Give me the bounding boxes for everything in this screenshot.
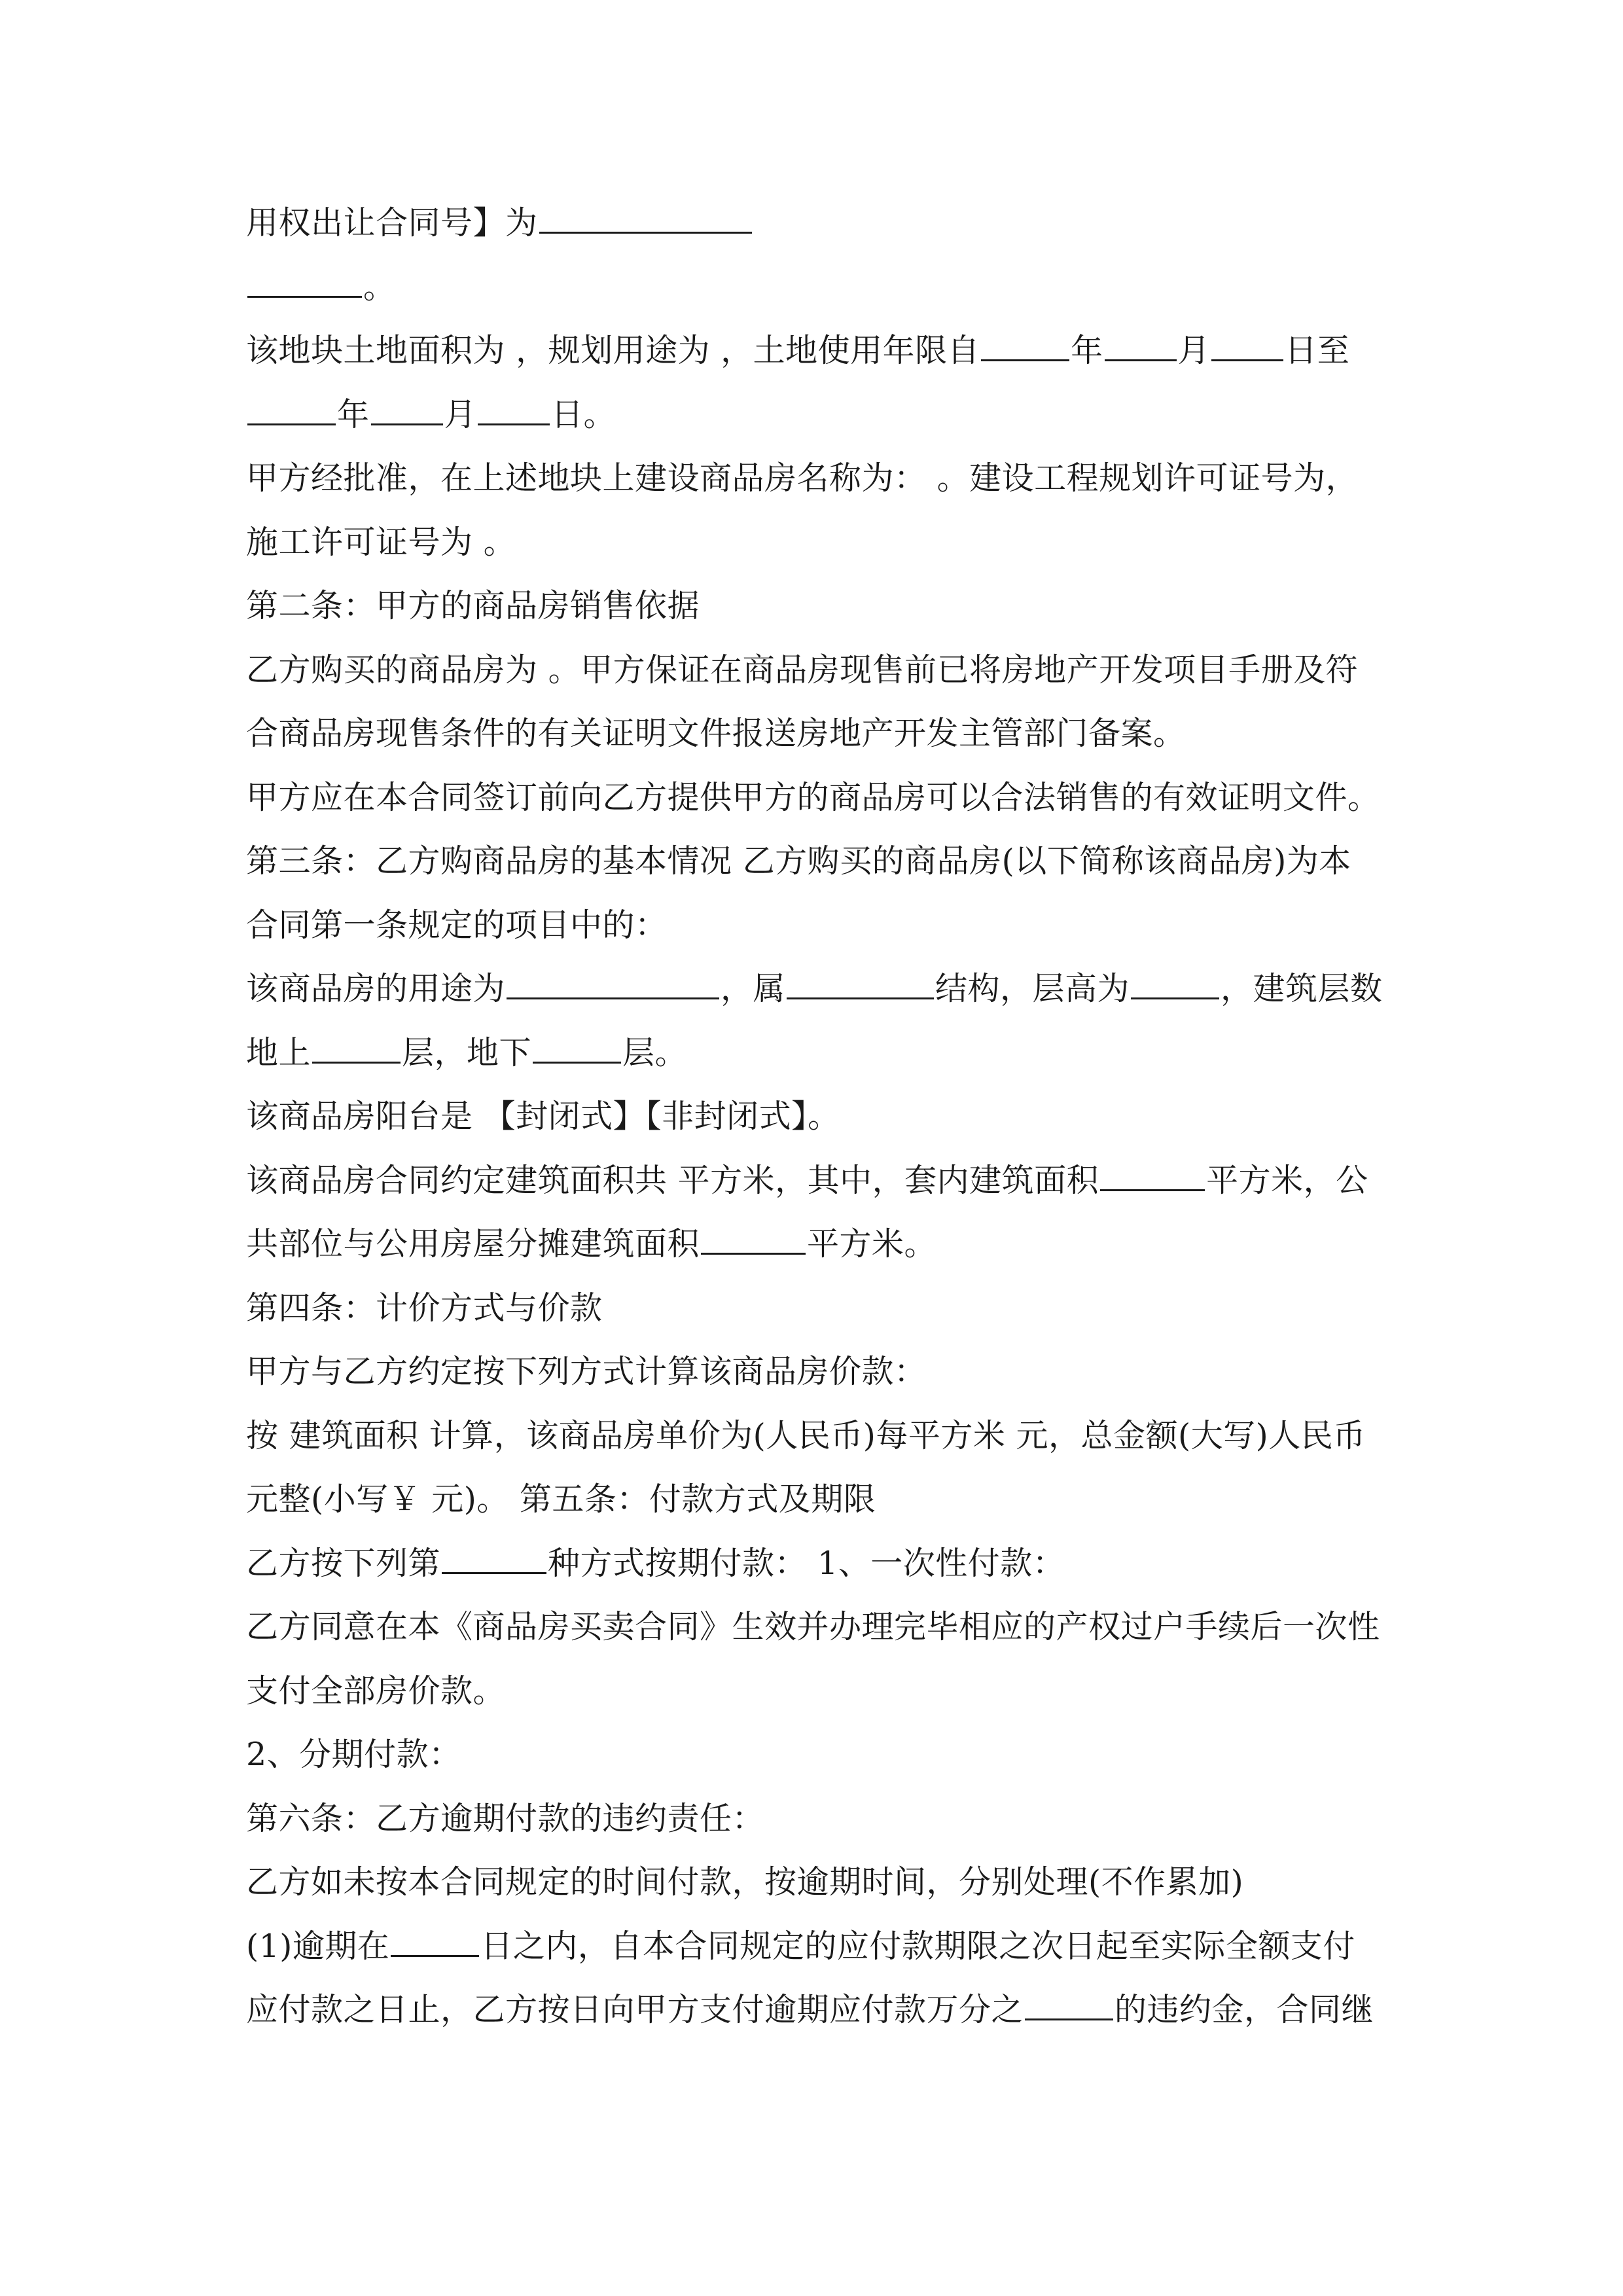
text-line [246, 1149, 1411, 1213]
text-line: 甲方应在本合同签订前向乙方提供甲方的商品房可以合法销售的有效证明文件。 [246, 778, 1380, 816]
blank-field [391, 1925, 479, 1957]
text-segment: 种方式按期付款： 1、一次性付款： [548, 1544, 1065, 1582]
contract-body [246, 191, 1411, 2042]
blank-field [507, 967, 719, 999]
section-heading: 第二条：甲方的商品房销售依据 [246, 587, 700, 624]
blank-field [533, 1031, 621, 1064]
text-segment: 日之内，自本合同规定的应付款期限之次日起至实际全额支付 [480, 1927, 1355, 1965]
text-segment: 。 [363, 268, 396, 306]
text-segment: 该商品房的用途为 [246, 970, 506, 1007]
blank-field [442, 1542, 546, 1574]
text-line: 乙方购买的商品房为 。甲方保证在商品房现售前已将房地产开发项目手册及符 [246, 651, 1359, 689]
text-segment: 应付款之日止，乙方按日向甲方支付逾期应付款万分之 [246, 1991, 1024, 2028]
text-line [246, 957, 1411, 1021]
blank-field [247, 266, 362, 298]
text-segment: 该商品房合同约定建筑面积共 平方米，其中，套内建筑面积 [246, 1161, 1099, 1199]
text-line [246, 1914, 1411, 1979]
text-line [246, 191, 1411, 255]
text-segment: 乙方按下列第 [246, 1544, 441, 1582]
blank-field [539, 202, 752, 234]
text-segment: 平方米。 [807, 1225, 937, 1263]
blank-field [1105, 329, 1177, 361]
text-line: 按 建筑面积 计算，该商品房单价为(人民币)每平方米 元，总金额(大写)人民币 [246, 1416, 1366, 1454]
blank-field [1131, 967, 1219, 999]
text-segment: 该地块土地面积为 ，规划用途为 ，土地使用年限自 [246, 332, 980, 369]
text-segment: 年 [337, 395, 370, 433]
text-line: 甲方经批准，在上述地块上建设商品房名称为： 。建设工程规划许可证号为， [246, 459, 1359, 497]
blank-field [247, 393, 336, 425]
blank-field [1025, 1988, 1113, 2020]
section-heading: 第四条：计价方式与价款 [246, 1289, 603, 1327]
text-segment: 共部位与公用房屋分摊建筑面积 [246, 1225, 700, 1263]
text-segment: 结构，层高为 [935, 970, 1130, 1007]
text-line: 施工许可证号为 。 [246, 523, 516, 561]
text-segment: 日至 [1285, 332, 1350, 369]
text-segment: 层，地下 [402, 1033, 532, 1071]
text-segment: 月 [444, 395, 477, 433]
text-line [246, 383, 1411, 447]
text-segment: (1)逾期在 [246, 1927, 390, 1965]
text-line: 2、分期付款： [246, 1736, 461, 1773]
text-line: 甲方与乙方约定按下列方式计算该商品房价款： [246, 1353, 927, 1390]
blank-field [981, 329, 1069, 361]
text-line [246, 1212, 1411, 1276]
blank-field [478, 393, 550, 425]
text-line: 乙方同意在本《商品房买卖合同》生效并办理完毕相应的产权过户手续后一次性 [246, 1608, 1380, 1645]
text-segment: 日。 [551, 395, 616, 433]
text-line [246, 1021, 1411, 1085]
text-line [246, 319, 1411, 383]
blank-field [1211, 329, 1283, 361]
blank-field [371, 393, 443, 425]
text-line: 合商品房现售条件的有关证明文件报送房地产开发主管部门备案。 [246, 715, 1186, 752]
text-line [246, 1532, 1411, 1596]
blank-field [312, 1031, 401, 1064]
section-heading: 第六条：乙方逾期付款的违约责任： [246, 1799, 765, 1837]
text-segment: 年 [1071, 332, 1103, 369]
text-segment: ，建筑层数 [1221, 970, 1383, 1007]
text-segment: 层。 [622, 1033, 688, 1071]
text-segment: 月 [1177, 332, 1211, 369]
text-line: 该商品房阳台是 【封闭式】【非封闭式】。 [246, 1098, 840, 1135]
text-segment: 用权出让合同号】为 [246, 204, 538, 242]
blank-field [787, 967, 934, 999]
text-line: 元整(小写￥ 元)。 第五条：付款方式及期限 [246, 1480, 876, 1518]
text-segment: 地上 [246, 1033, 312, 1071]
text-segment: 平方米，公 [1206, 1161, 1368, 1199]
text-line: 乙方如未按本合同规定的时间付款，按逾期时间，分别处理(不作累加) [246, 1863, 1244, 1901]
text-line: 合同第一条规定的项目中的： [246, 906, 668, 944]
text-segment: ，属 [721, 970, 786, 1007]
text-line: 支付全部房价款。 [246, 1672, 506, 1710]
section-heading: 第三条：乙方购商品房的基本情况 乙方购买的商品房(以下简称该商品房)为本 [246, 842, 1351, 880]
text-line [246, 255, 1411, 319]
blank-field [701, 1223, 806, 1255]
blank-field [1100, 1159, 1205, 1191]
text-line [246, 1978, 1411, 2042]
text-segment: 的违约金，合同继 [1115, 1991, 1374, 2028]
